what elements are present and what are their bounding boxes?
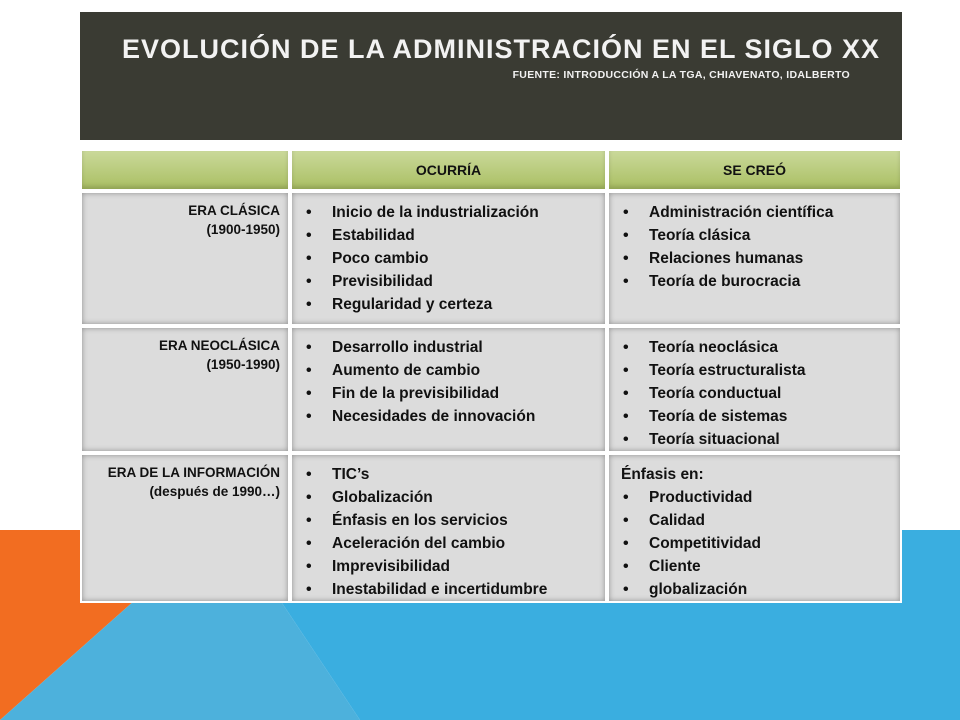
list-item: • Imprevisibilidad	[304, 555, 601, 578]
header-era	[80, 149, 290, 191]
list-item: • Regularidad y certeza	[304, 293, 601, 316]
created-cell	[607, 453, 902, 603]
list-item: • Previsibilidad	[304, 270, 601, 293]
list-item: • Estabilidad	[304, 224, 601, 247]
list-item: • Fin de la previsibilidad	[304, 382, 601, 405]
list-item: • Globalización	[304, 486, 601, 509]
created-intro: Énfasis en:	[621, 466, 704, 483]
table-header-row	[80, 149, 902, 191]
era-cell	[80, 326, 290, 453]
era-name: ERA CLÁSICA	[188, 203, 280, 218]
created-cell	[607, 191, 902, 326]
table-row	[80, 453, 902, 603]
list-item: • Competitividad	[621, 532, 896, 555]
list-item: • Teoría de burocracia	[621, 270, 896, 293]
header-created: SE CREÓ	[607, 149, 902, 191]
slide-source: FUENTE: INTRODUCCIÓN A LA TGA, CHIAVENATO, IDALBERTO	[512, 69, 850, 81]
evolution-table	[80, 149, 902, 603]
era-period: (después de 1990…)	[149, 484, 280, 499]
slide-title: EVOLUCIÓN DE LA ADMINISTRACIÓN EN EL SIGLO XX	[122, 34, 881, 64]
era-cell	[80, 453, 290, 603]
list-item: • Cliente	[621, 555, 896, 578]
list-item: • Poco cambio	[304, 247, 601, 270]
list-item: • globalización	[621, 578, 896, 601]
header-occurred: OCURRÍA	[290, 149, 607, 191]
list-item: • Inicio de la industrialización	[304, 201, 601, 224]
era-name: ERA DE LA INFORMACIÓN	[107, 465, 280, 480]
occurred-cell	[290, 326, 607, 453]
list-item: • Énfasis en los servicios	[304, 509, 601, 532]
list-item: • Aumento de cambio	[304, 359, 601, 382]
era-cell	[80, 191, 290, 326]
list-item: • Necesidades de innovación	[304, 405, 601, 428]
table-row	[80, 191, 902, 326]
list-item: • TIC’s	[304, 463, 601, 486]
list-item: • Aceleración del cambio	[304, 532, 601, 555]
list-item: • Teoría estructuralista	[621, 359, 896, 382]
list-item: • Productividad	[621, 486, 896, 509]
list-item: • Relaciones humanas	[621, 247, 896, 270]
occurred-cell	[290, 453, 607, 603]
era-name: ERA NEOCLÁSICA	[158, 338, 280, 353]
list-item: • Desarrollo industrial	[304, 336, 601, 359]
list-item: • Teoría conductual	[621, 382, 896, 405]
list-item: • Teoría neoclásica	[621, 336, 896, 359]
era-period: (1950-1990)	[206, 357, 280, 372]
list-item: • Inestabilidad e incertidumbre	[304, 578, 601, 601]
created-cell	[607, 326, 902, 453]
list-item: • Teoría situacional	[621, 428, 896, 451]
list-item: • Teoría de sistemas	[621, 405, 896, 428]
list-item: • Teoría clásica	[621, 224, 896, 247]
era-period: (1900-1950)	[206, 222, 280, 237]
list-item: • Administración científica	[621, 201, 896, 224]
list-item: • Calidad	[621, 509, 896, 532]
table-row	[80, 326, 902, 453]
occurred-cell	[290, 191, 607, 326]
